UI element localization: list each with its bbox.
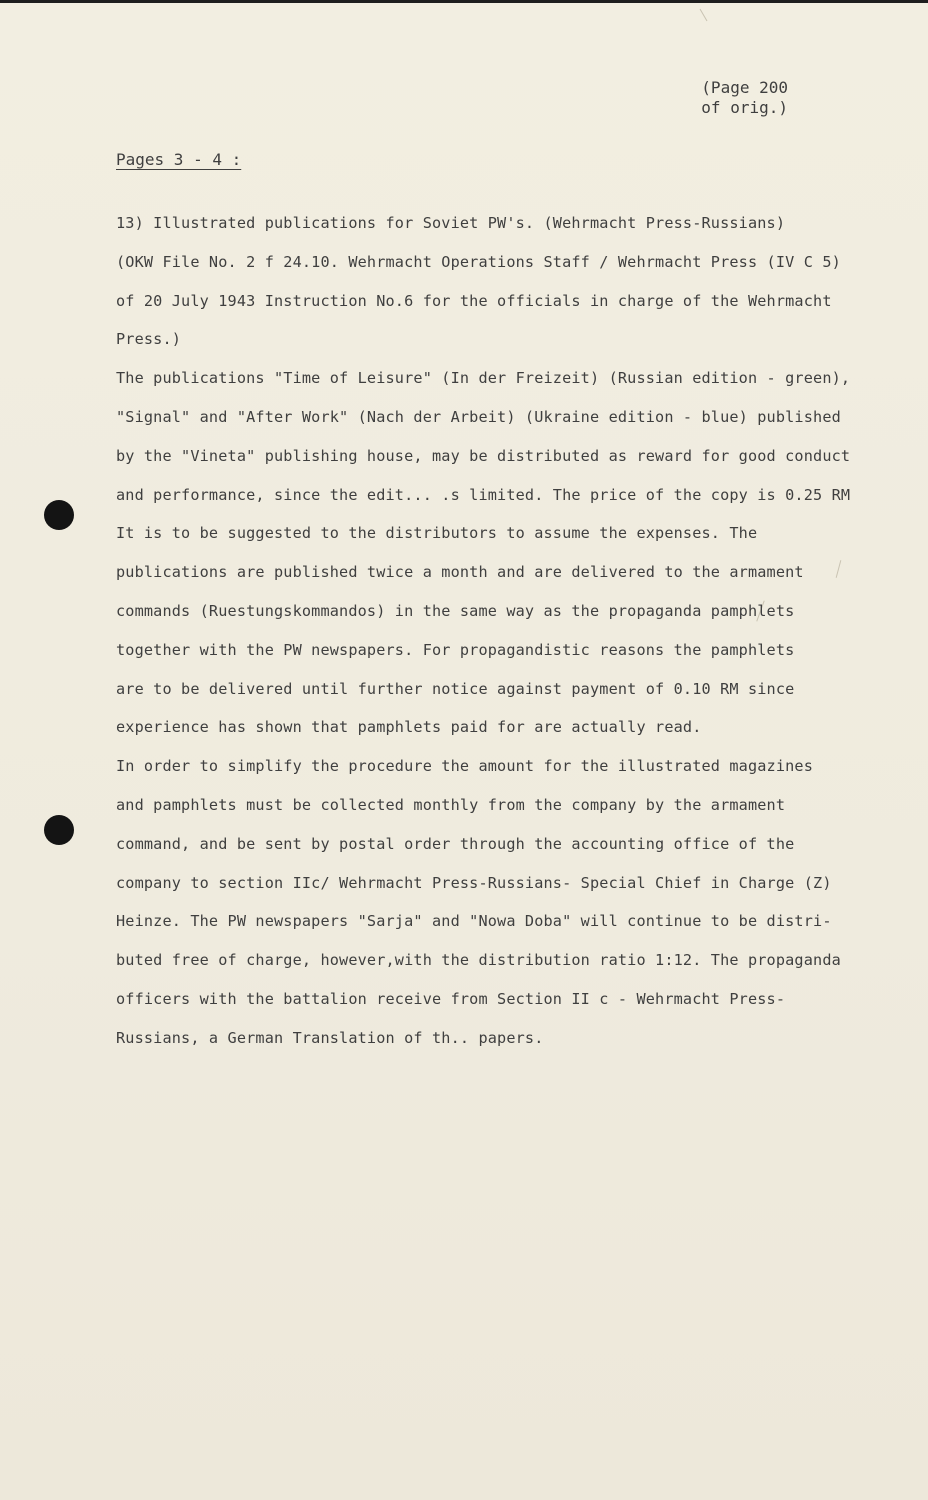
punch-hole: [44, 500, 74, 530]
page-reference-line-1: (Page 200: [701, 78, 788, 97]
punch-hole: [44, 815, 74, 845]
text-line: of 20 July 1943 Instruction No.6 for the officials in charge of the Wehrmacht: [116, 291, 832, 310]
text-line: are to be delivered until further notice against payment of 0.10 RM since: [116, 679, 795, 698]
text-line: experience has shown that pamphlets paid for are actually read.: [116, 718, 702, 737]
text-line: and pamphlets must be collected monthly from the company by the armament: [116, 795, 786, 814]
paper-scratch: [700, 9, 708, 22]
text-line: command, and be sent by postal order through the accounting office of the: [116, 834, 795, 853]
section-heading: Pages 3 - 4 :: [116, 150, 242, 169]
text-line: by the "Vineta" publishing house, may be distributed as reward for good conduct: [116, 446, 851, 465]
text-line: officers with the battalion receive from Section II c - Wehrmacht Press-: [116, 989, 786, 1008]
text-line: It is to be suggested to the distributors to assume the expenses. The: [116, 524, 758, 543]
text-line: commands (Ruestungskommandos) in the same way as the propaganda pamphlets: [116, 601, 795, 620]
text-line: company to section IIc/ Wehrmacht Press-Russians- Special Chief in Charge (Z): [116, 873, 832, 892]
body-text: [116, 204, 896, 1058]
text-line: The publications "Time of Leisure" (In der Freizeit) (Russian edition - green),: [116, 369, 851, 388]
page-reference-line-2: of orig.): [701, 98, 788, 117]
text-line: publications are published twice a month and are delivered to the armament: [116, 563, 804, 582]
text-line: 13) Illustrated publications for Soviet PW's. (Wehrmacht Press-Russians): [116, 214, 786, 232]
text-line: Heinze. The PW newspapers "Sarja" and "Nowa Doba" will continue to be distri-: [116, 912, 832, 931]
text-line: and performance, since the edit... .s limited. The price of the copy is 0.25 RM: [116, 485, 851, 504]
text-line: together with the PW newspapers. For propagandistic reasons the pamphlets: [116, 640, 795, 659]
text-line: In order to simplify the procedure the amount for the illustrated magazines: [116, 757, 814, 776]
text-line: (OKW File No. 2 f 24.10. Wehrmacht Operations Staff / Wehrmacht Press (IV C 5): [116, 252, 841, 271]
text-line: "Signal" and "After Work" (Nach der Arbeit) (Ukraine edition - blue) published: [116, 407, 841, 426]
text-line: Russians, a German Translation of th.. papers.: [116, 1028, 544, 1047]
text-line: buted free of charge, however,with the distribution ratio 1:12. The propaganda: [116, 951, 841, 970]
page-reference: [701, 78, 788, 118]
text-line: Press.): [116, 330, 182, 349]
